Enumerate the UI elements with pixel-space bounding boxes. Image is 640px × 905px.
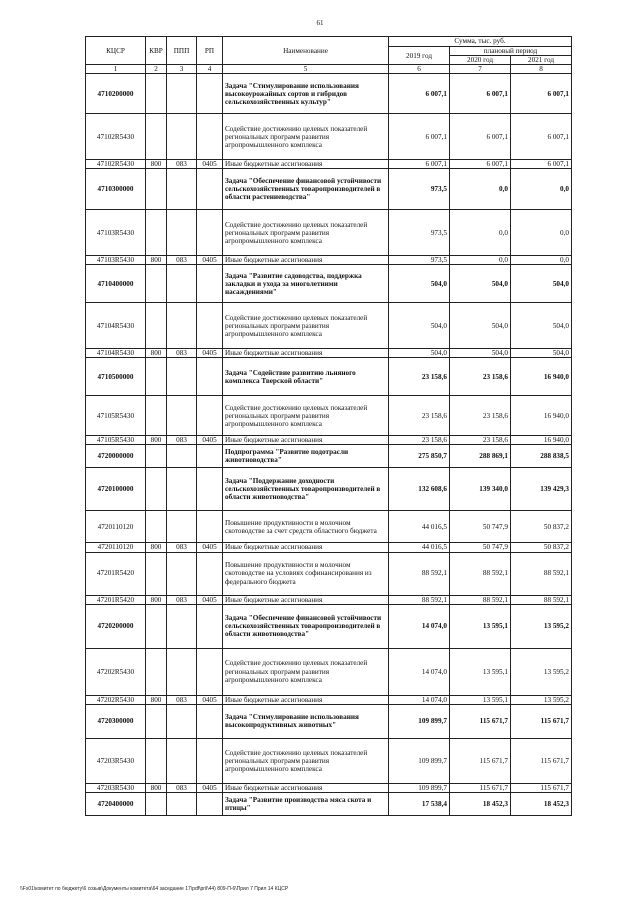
table-row [86,436,572,445]
column-number: 4 [197,65,223,74]
amount-2020-cell: 288 869,1 [450,445,511,468]
header-ppp: ППП [167,37,197,65]
amount-2021-cell: 6 007,1 [511,160,572,169]
kvr-cell [146,303,167,349]
ppp-cell [167,648,197,695]
ppp-cell [167,604,197,648]
amount-2021-cell: 139 429,3 [511,468,572,511]
amount-2021-cell: 88 592,1 [511,595,572,604]
table-row [86,792,572,815]
name-cell: Повышение продуктивности в молочном скотоводстве на условиях софинансирования из федерального бюджета [223,552,389,595]
ppp-cell [167,445,197,468]
kvr-cell: 800 [146,783,167,792]
rp-cell [197,738,223,783]
amount-2021-cell: 13 595,2 [511,695,572,704]
amount-2019-cell: 6 007,1 [389,74,450,114]
header-sum: Сумма, тыс. руб. [389,37,572,47]
amount-2019-cell: 504,0 [389,303,450,349]
table-row [86,648,572,695]
amount-2021-cell: 115 671,7 [511,704,572,738]
rp-cell [197,552,223,595]
amount-2019-cell: 23 158,6 [389,436,450,445]
amount-2019-cell: 44 016,5 [389,543,450,552]
amount-2019-cell: 6 007,1 [389,114,450,160]
amount-2020-cell: 0,0 [450,169,511,210]
amount-2019-cell: 88 592,1 [389,595,450,604]
kvr-cell [146,552,167,595]
amount-2020-cell: 18 452,3 [450,792,511,815]
amount-2020-cell: 0,0 [450,256,511,265]
kvr-cell [146,704,167,738]
amount-2020-cell: 504,0 [450,303,511,349]
page-number: 61 [316,19,324,27]
ppp-cell [167,511,197,543]
name-cell: Содействие достижению целевых показателей региональных программ развития агропромышленного комплекса [223,303,389,349]
table-row [86,695,572,704]
table-row [86,511,572,543]
amount-2019-cell: 109 899,7 [389,704,450,738]
name-cell: Задача "Развитие садоводства, поддержка закладки и ухода за многолетними насаждениями" [223,265,389,303]
kvr-cell: 800 [146,349,167,358]
kvr-cell [146,210,167,256]
column-number: 8 [511,65,572,74]
table-row [86,160,572,169]
kcsr-cell: 4720110120 [86,543,146,552]
kvr-cell [146,468,167,511]
name-cell: Иные бюджетные ассигнования [223,783,389,792]
amount-2019-cell: 23 158,6 [389,358,450,396]
amount-2020-cell: 50 747,9 [450,543,511,552]
amount-2020-cell: 13 595,1 [450,604,511,648]
table-row [86,303,572,349]
header-year-2019: 2019 год [389,47,450,65]
header-kvr: КВР [146,37,167,65]
ppp-cell [167,396,197,436]
name-cell: Иные бюджетные ассигнования [223,436,389,445]
amount-2020-cell: 23 158,6 [450,396,511,436]
kcsr-cell: 47105R5430 [86,436,146,445]
amount-2021-cell: 16 940,0 [511,358,572,396]
amount-2020-cell: 88 592,1 [450,552,511,595]
kvr-cell [146,169,167,210]
kcsr-cell: 4710200000 [86,74,146,114]
kvr-cell [146,648,167,695]
amount-2021-cell: 16 940,0 [511,396,572,436]
kcsr-cell: 4720200000 [86,604,146,648]
amount-2020-cell: 504,0 [450,349,511,358]
rp-cell [197,468,223,511]
table-row [86,256,572,265]
kvr-cell: 800 [146,436,167,445]
amount-2019-cell: 132 608,6 [389,468,450,511]
kvr-cell [146,604,167,648]
kcsr-cell: 4720300000 [86,704,146,738]
kvr-cell [146,114,167,160]
rp-cell [197,74,223,114]
table-row [86,543,572,552]
name-cell: Подпрограмма "Развитие подотрасли животноводства" [223,445,389,468]
table-row [86,210,572,256]
amount-2019-cell: 109 899,7 [389,783,450,792]
amount-2020-cell: 139 340,0 [450,468,511,511]
name-cell: Иные бюджетные ассигнования [223,695,389,704]
ppp-cell [167,552,197,595]
kcsr-cell: 4720110120 [86,511,146,543]
table-row [86,738,572,783]
amount-2019-cell: 44 016,5 [389,511,450,543]
rp-cell [197,648,223,695]
ppp-cell [167,169,197,210]
kcsr-cell: 47201R5420 [86,552,146,595]
amount-2021-cell: 50 837,2 [511,511,572,543]
table-row [86,349,572,358]
column-number: 5 [223,65,389,74]
rp-cell [197,169,223,210]
amount-2019-cell: 504,0 [389,349,450,358]
ppp-cell: 083 [167,695,197,704]
kvr-cell [146,265,167,303]
name-cell: Содействие достижению целевых показателей региональных программ развития агропромышленного комплекса [223,648,389,695]
table-row [86,265,572,303]
kvr-cell [146,792,167,815]
ppp-cell [167,704,197,738]
kcsr-cell: 4720400000 [86,792,146,815]
amount-2021-cell: 115 671,7 [511,783,572,792]
rp-cell [197,704,223,738]
table-row [86,604,572,648]
amount-2020-cell: 50 747,9 [450,511,511,543]
table-row [86,169,572,210]
amount-2020-cell: 115 671,7 [450,738,511,783]
rp-cell: 0405 [197,695,223,704]
amount-2020-cell: 115 671,7 [450,783,511,792]
amount-2021-cell: 88 592,1 [511,552,572,595]
name-cell: Задача "Содействие развитию льняного комплекса Тверской области" [223,358,389,396]
amount-2021-cell: 504,0 [511,303,572,349]
table-row [86,704,572,738]
kcsr-cell: 4710300000 [86,169,146,210]
kvr-cell [146,445,167,468]
kcsr-cell: 4720100000 [86,468,146,511]
name-cell: Содействие достижению целевых показателей региональных программ развития агропромышленного комплекса [223,738,389,783]
amount-2020-cell: 23 158,6 [450,358,511,396]
table-row [86,74,572,114]
header-year-2020: 2020 год [450,56,511,65]
amount-2021-cell: 504,0 [511,265,572,303]
column-number: 7 [450,65,511,74]
ppp-cell [167,74,197,114]
amount-2019-cell: 23 158,6 [389,396,450,436]
amount-2019-cell: 275 850,7 [389,445,450,468]
amount-2021-cell: 13 595,2 [511,604,572,648]
rp-cell [197,265,223,303]
amount-2021-cell: 13 595,2 [511,648,572,695]
amount-2020-cell: 13 595,1 [450,648,511,695]
header-kcsr: КЦСР [86,37,146,65]
amount-2021-cell: 0,0 [511,210,572,256]
rp-cell: 0405 [197,436,223,445]
table-row [86,396,572,436]
ppp-cell [167,468,197,511]
rp-cell [197,511,223,543]
kcsr-cell: 47104R5430 [86,303,146,349]
amount-2019-cell: 6 007,1 [389,160,450,169]
kvr-cell: 800 [146,695,167,704]
kcsr-cell: 47201R5420 [86,595,146,604]
table-row [86,468,572,511]
amount-2019-cell: 504,0 [389,265,450,303]
rp-cell [197,792,223,815]
amount-2021-cell: 18 452,3 [511,792,572,815]
column-number: 3 [167,65,197,74]
amount-2020-cell: 6 007,1 [450,74,511,114]
rp-cell [197,303,223,349]
amount-2021-cell: 16 940,0 [511,436,572,445]
name-cell: Задача "Обеспечение финансовой устойчивости сельскохозяйственных товаропроизводителей в области животноводства" [223,604,389,648]
name-cell: Задача "Стимулирование использования высокоурожайных сортов и гибридов сельскохозяйственных культур" [223,74,389,114]
kcsr-cell: 47104R5430 [86,349,146,358]
kcsr-cell: 4720000000 [86,445,146,468]
kcsr-cell: 47203R5430 [86,738,146,783]
table-row [86,595,572,604]
kcsr-cell: 47102R5430 [86,160,146,169]
ppp-cell [167,738,197,783]
amount-2019-cell: 973,5 [389,256,450,265]
amount-2019-cell: 109 899,7 [389,738,450,783]
ppp-cell: 083 [167,543,197,552]
rp-cell [197,445,223,468]
kcsr-cell: 47105R5430 [86,396,146,436]
name-cell: Иные бюджетные ассигнования [223,349,389,358]
name-cell: Иные бюджетные ассигнования [223,595,389,604]
name-cell: Содействие достижению целевых показателей региональных программ развития агропромышленного комплекса [223,114,389,160]
amount-2019-cell: 17 538,4 [389,792,450,815]
kvr-cell: 800 [146,160,167,169]
amount-2021-cell: 50 837,2 [511,543,572,552]
kcsr-cell: 47102R5430 [86,114,146,160]
table-row [86,114,572,160]
column-number: 1 [86,65,146,74]
amount-2020-cell: 0,0 [450,210,511,256]
amount-2019-cell: 973,5 [389,169,450,210]
name-cell: Иные бюджетные ассигнования [223,160,389,169]
ppp-cell: 083 [167,256,197,265]
rp-cell [197,358,223,396]
name-cell: Иные бюджетные ассигнования [223,256,389,265]
header-name: Наименование [223,37,389,65]
amount-2020-cell: 115 671,7 [450,704,511,738]
kcsr-cell: 47202R5430 [86,695,146,704]
kvr-cell: 800 [146,543,167,552]
table-row [86,552,572,595]
table-row [86,358,572,396]
rp-cell: 0405 [197,595,223,604]
header-year-2021: 2021 год [511,56,572,65]
table-row [86,445,572,468]
ppp-cell: 083 [167,349,197,358]
kcsr-cell: 47103R5430 [86,256,146,265]
amount-2019-cell: 14 074,0 [389,604,450,648]
kvr-cell: 800 [146,256,167,265]
rp-cell: 0405 [197,783,223,792]
rp-cell [197,210,223,256]
amount-2019-cell: 14 074,0 [389,695,450,704]
amount-2019-cell: 88 592,1 [389,552,450,595]
amount-2021-cell: 0,0 [511,169,572,210]
amount-2021-cell: 6 007,1 [511,74,572,114]
amount-2021-cell: 288 838,5 [511,445,572,468]
ppp-cell [167,114,197,160]
table-row [86,783,572,792]
kvr-cell: 800 [146,595,167,604]
ppp-cell [167,358,197,396]
amount-2020-cell: 6 007,1 [450,114,511,160]
ppp-cell: 083 [167,595,197,604]
amount-2020-cell: 88 592,1 [450,595,511,604]
ppp-cell: 083 [167,436,197,445]
header-column-numbers [86,65,572,74]
kvr-cell [146,358,167,396]
kcsr-cell: 47202R5430 [86,648,146,695]
rp-cell [197,604,223,648]
ppp-cell: 083 [167,160,197,169]
name-cell: Иные бюджетные ассигнования [223,543,389,552]
rp-cell: 0405 [197,349,223,358]
ppp-cell [167,265,197,303]
name-cell: Повышение продуктивности в молочном скотоводстве за счет средств областного бюджета [223,511,389,543]
name-cell: Задача "Поддержание доходности сельскохозяйственных товаропроизводителей в области животноводства" [223,468,389,511]
ppp-cell: 083 [167,783,197,792]
kcsr-cell: 47203R5430 [86,783,146,792]
amount-2021-cell: 0,0 [511,256,572,265]
amount-2020-cell: 504,0 [450,265,511,303]
column-number: 6 [389,65,450,74]
amount-2019-cell: 973,5 [389,210,450,256]
name-cell: Содействие достижению целевых показателей региональных программ развития агропромышленного комплекса [223,210,389,256]
column-number: 2 [146,65,167,74]
kcsr-cell: 4710400000 [86,265,146,303]
name-cell: Задача "Стимулирование использования высокопродуктивных животных" [223,704,389,738]
amount-2021-cell: 115 671,7 [511,738,572,783]
name-cell: Задача "Обеспечение финансовой устойчивости сельскохозяйственных товаропроизводителей в области растениеводства" [223,169,389,210]
ppp-cell [167,303,197,349]
kvr-cell [146,738,167,783]
ppp-cell [167,210,197,256]
name-cell: Содействие достижению целевых показателей региональных программ развития агропромышленного комплекса [223,396,389,436]
amount-2020-cell: 23 158,6 [450,436,511,445]
amount-2021-cell: 6 007,1 [511,114,572,160]
rp-cell [197,396,223,436]
rp-cell: 0405 [197,160,223,169]
amount-2019-cell: 14 074,0 [389,648,450,695]
kvr-cell [146,511,167,543]
kvr-cell [146,74,167,114]
kcsr-cell: 4710500000 [86,358,146,396]
rp-cell [197,114,223,160]
name-cell: Задача "Развитие производства мяса скота и птицы" [223,792,389,815]
header-plan-period: плановый период [450,47,572,56]
header-rp: РП [197,37,223,65]
ppp-cell [167,792,197,815]
amount-2020-cell: 6 007,1 [450,160,511,169]
amount-2021-cell: 504,0 [511,349,572,358]
footer-file-path: \\Fs01\комитет по бюджету\6 созыв\Документы комитета\64 заседание 17\pdf\pril\44) 809-П-6\Прил 7 Прил 14 КЦСР [20,886,289,892]
kcsr-cell: 47103R5430 [86,210,146,256]
amount-2020-cell: 13 595,1 [450,695,511,704]
rp-cell: 0405 [197,543,223,552]
rp-cell: 0405 [197,256,223,265]
kvr-cell [146,396,167,436]
budget-table [85,36,572,816]
